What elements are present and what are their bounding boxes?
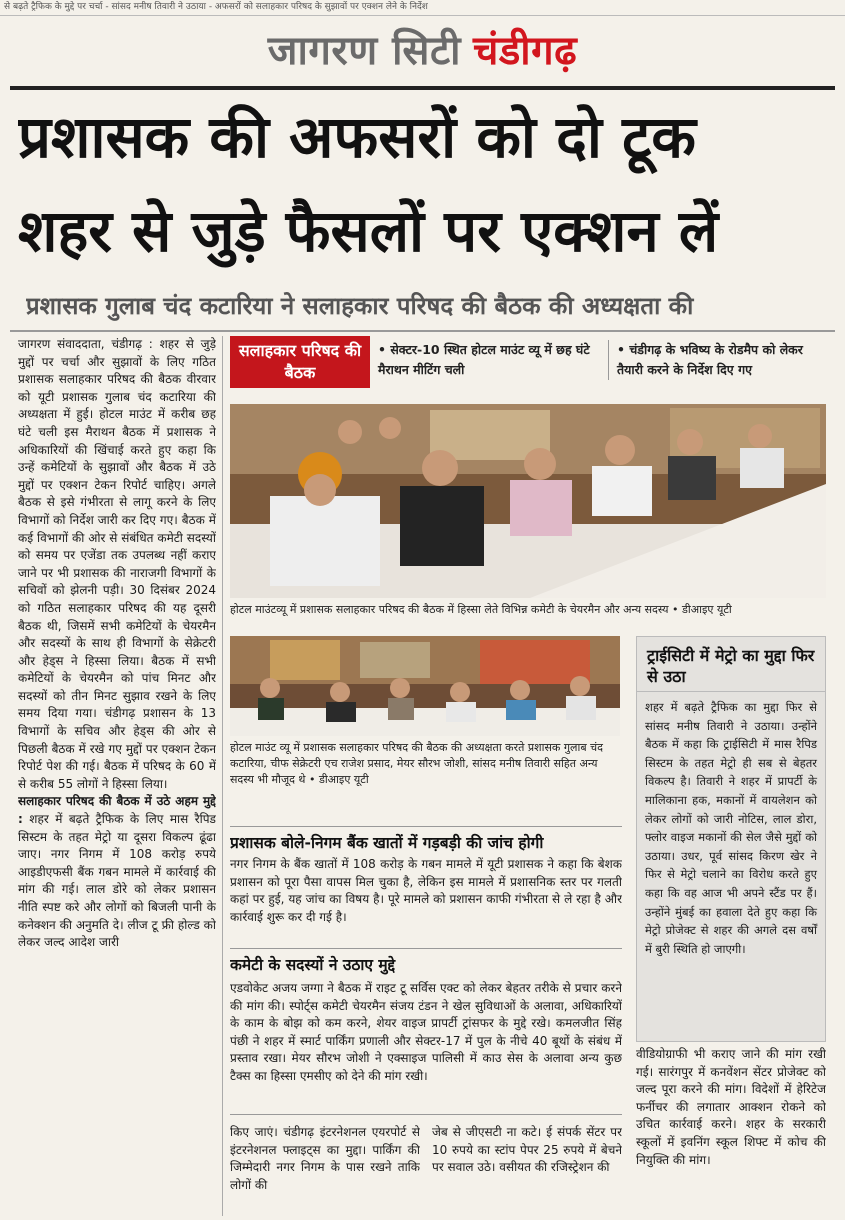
photo-2-caption: होटल माउंट व्यू में प्रशासक सलाहकार परिषद की बैठक की अध्यक्षता करते प्रशासक गुलाब चंद कटारिया, चीफ सेक्रेटरी एच राजेश प्रसाद, मेयर सौरभ जोशी, सांसद मनीष तिवारी सहित अन्य सदस्य भी मौजूद थे • डीआइए यूटी bbox=[230, 741, 603, 786]
highlight-box bbox=[230, 336, 826, 388]
masthead-city: चंडीगढ़ bbox=[472, 28, 578, 74]
bottom-column-3: वीडियोग्राफी भी कराए जाने की मांग रखी गई। सारंगपुर में कनवेंशन सेंटर प्रोजेक्ट को जल्द पूरा करने की मांग। विदेशों में हेरिटेज फर्नीचर की लगातार आक्शन रोकने को उचित कार्रवाई करने। शहर के सरकारी स्कूलों में इवनिंग स्कूल शिफ्ट में कोच की नियुक्ति की मांग। bbox=[636, 1047, 826, 1167]
section-rule-1 bbox=[230, 826, 622, 827]
members-body: एडवोकेट अजय जग्गा ने बैठक में राइट टू सर्विस एक्ट को लेकर बेहतर तरीके से प्रचार करने की मांग की। स्पोर्ट्स कमेटी चेयरमैन संजय टंडन ने खेल सुविधाओं के अलावा, अधिकारियों के काम के बोझ को कम करने, शेयर वाइज प्रापर्टी ट्रांसफर के मुद्दे रखे। कमलजीत सिंह पंछी ने शहर में स्मार्ट पार्किंग प्रणाली और सेक्टर-17 में पुल के नीचे 40 बूथों के संबंध में प्रस्ताव रखा। मेयर सौरभ जोशी ने एक्साइज पालिसी में काउ सेस के अलावा अन्य कुछ टैक्स का हिस्सा एमसीए को देने की मांग रखी। bbox=[230, 981, 622, 1083]
metro-sidebox-body: शहर में बढ़ते ट्रैफिक का मुद्दा फिर से सांसद मनीष तिवारी ने उठाया। उन्होंने बैठक में कहा कि ट्राईसिटी में मास रैपिड सिस्टम के तहत मेट्रो ही सब से बेहतर विकल्प है। तिवारी ने शहर में प्रापर्टी के मालिकाना हक, मकानों में वायलेशन को लेकर लोगों को जारी नोटिस, लाल डोरा, फ्लोर वाइज मकानों की सेल जैसे मुद्दों को उठाया। उधर, पूर्व सांसद किरण खेर ने फिर से मेट्रो चलाने का विरोध करते हुए कहा कि वह आज भी अपने स्टैंड पर हैं। उन्होंने मुंबई का हवाला देते हुए कहा कि मेट्रो प्रोजेक्ट से शहर की अगले दस वर्षों में बुरी स्थिति हो जाएगी। bbox=[645, 700, 817, 956]
subheadline: प्रशासक गुलाब चंद कटारिया ने सलाहकार परिषद की बैठक की अध्यक्षता की bbox=[26, 292, 694, 320]
headline-line-1: प्रशासक की अफसरों को दो टूक bbox=[18, 103, 696, 171]
metro-sidebox bbox=[636, 636, 826, 1042]
left-column-issues: शहर में बढ़ते ट्रैफिक के लिए मास रैपिड सिस्टम के तहत मेट्रो या दूसरा विकल्प ढूंढा जाए। नगर निगम में 108 करोड़ रुपये आइडीएफसी बैंक गबन मामले में कार्रवाई की मांग की गई। लाल डोरे को लेकर प्रशासन नीति स्पष्ट करे और लोगों को बिजली पानी के कनेक्शन की अनुमति दे। लीज टू फ्री होल्ड को लेकर जल्द आदेश जारी bbox=[18, 812, 216, 950]
meeting-photo-1-illustration bbox=[230, 404, 826, 598]
members-heading: कमेटी के सदस्यों ने उठाए मुद्दे bbox=[230, 956, 396, 974]
highlight-item-1: • सेक्टर-10 स्थित होटल माउंट व्यू में छह घंटे मैराथन मीटिंग चली bbox=[378, 342, 590, 377]
metro-sidebox-title: ट्राईसिटी में मेट्रो का मुद्दा फिर से उठा bbox=[637, 637, 825, 692]
nigam-body: नगर निगम के बैंक खातों में 108 करोड़ के गबन मामले में यूटी प्रशासक ने कहा कि बेशक प्रशासन को पूरा पैसा वापस मिल चुका है, लेकिन इस मामले में प्रशासनिक स्तर पर गलती कहां पर हुई, यह जांच का विषय है। पूरे मामले को प्रशासन काफी गंभीरता से ले रहा है और कार्रवाई शुरू कर दी गई है। bbox=[230, 857, 622, 924]
meeting-photo-1 bbox=[230, 404, 826, 598]
bottom-column-1: किए जाएं। चंडीगढ़ इंटरनेशनल एयरपोर्ट से इंटरनेशनल फ्लाइट्स का मुद्दा। पार्किंग की जिम्मेदारी नगर निगम के पास रखने ताकि लोगों की bbox=[230, 1125, 420, 1192]
headline-line-2: शहर से जुड़े फैसलों पर एक्शन लें bbox=[18, 197, 719, 265]
subheadline-rule bbox=[10, 330, 835, 332]
masthead bbox=[0, 22, 845, 80]
section-rule-3 bbox=[230, 1114, 622, 1115]
masthead-title: जागरण सिटी bbox=[267, 28, 461, 74]
bottom-column-2: जेब से जीएसटी ना कटे। ई संपर्क सेंटर पर 10 रुपये का स्टांप पेपर 25 रुपये में बेचने पर सवाल उठे। वसीयत की रजिस्ट्रेशन की bbox=[432, 1125, 622, 1175]
column-divider bbox=[222, 336, 223, 1216]
top-strip-text: से बढ़ते ट्रैफिक के मुद्दे पर चर्चा - सांसद मनीष तिवारी ने उठाया - अफसरों को सलाहकार परिषद के सुझावों पर एक्शन लेने के निर्देश bbox=[0, 0, 845, 16]
left-column-intro: जागरण संवाददाता, चंडीगढ़ : शहर से जुड़े मुद्दों पर चर्चा और सुझावों के लिए गठित प्रशासक सलाहकार परिषद की बैठक वीरवार को यूटी प्रशासक गुलाब चंद कटारिया की अध्यक्षता में हुई। होटल माउंट में करीब छह घंटे चली इस मैराथन बैठक में प्रशासक ने अधिकारियों की खिंचाई करते हुए कहा कि उन्हें कमेटियों के सुझावों और बैठक में उठे मुद्दों पर एक्शन टेकन रिपोर्ट चाहिए। अगले बैठक से इसे गंभीरता से लागू करने के लिए विभागों को निर्देश जारी कर दिए गए। बैठक में कई विभागों की ओर से संबंधित कमेटी सदस्यों को समय पर एजेंडा तक उपलब्ध नहीं कराए जाने पर भी प्रशासक की नाराजगी विभागों के सचिवों को झेलनी पड़ी। 30 दिसंबर 2024 को गठित सलाहकार परिषद की यह दूसरी बैठक थी, जिसमें सभी कमेटियों के चेयरमैन और सदस्यों के साथ ही विभागों के सेक्रेटरी और हेड्स ने हिस्सा लिया। बैठक में सभी कमेटियों के चेयरमैन को पांच मिनट और सदस्यों को तीन मिनट सुझाव रखने के लिए समय दिया गया। चंडीगढ़ प्रशासन के 13 विभागों के सचिव और हेड्स की ओर से पिछली बैठक में रखे गए मुद्दों पर एक्शन टेकन रिपोर्ट पेश की गई। बैठक में परिषद के 60 में से करीब 55 लोगों ने हिस्सा लिया। bbox=[18, 337, 216, 791]
nigam-heading: प्रशासक बोले-निगम बैंक खातों में गड़बड़ी की जांच होगी bbox=[230, 834, 544, 852]
left-column-subheading: सलाहकार परिषद की बैठक में उठे अहम मुद्दे : bbox=[18, 794, 216, 827]
highlight-item-2: • चंडीगढ़ के भविष्य के रोडमैप को लेकर तैयारी करने के निर्देश दिए गए bbox=[608, 340, 826, 380]
meeting-photo-2 bbox=[230, 636, 620, 736]
highlight-tag: सलाहकार परिषद की बैठक bbox=[230, 336, 370, 388]
meeting-photo-2-illustration bbox=[230, 636, 620, 736]
left-column bbox=[18, 336, 216, 1216]
photo-1-caption: होटल माउंटव्यू में प्रशासक सलाहकार परिषद की बैठक में हिस्सा लेते विभिन्न कमेटी के चेयरमैन और अन्य सदस्य • डीआइए यूटी bbox=[230, 603, 732, 616]
section-rule-2 bbox=[230, 948, 622, 949]
masthead-rule bbox=[10, 86, 835, 90]
